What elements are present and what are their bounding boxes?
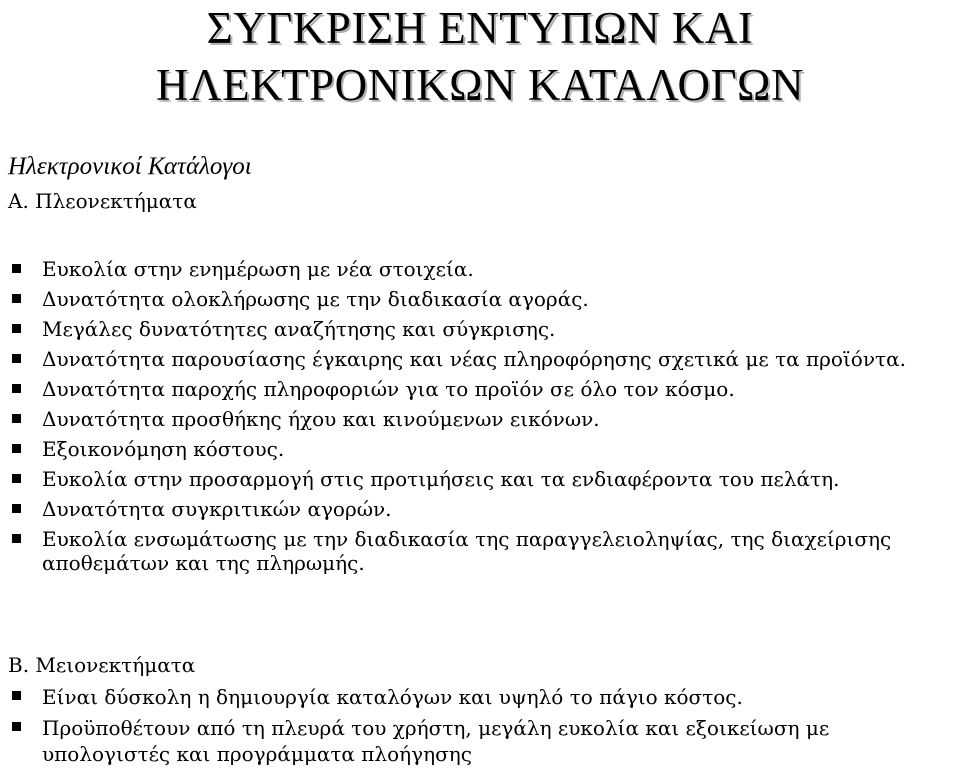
square-bullet-icon <box>12 691 21 700</box>
pros-list <box>0 257 940 581</box>
square-bullet-icon <box>12 444 21 453</box>
list-item: Εξοικονόμηση κόστους. <box>0 437 940 461</box>
page-title <box>0 0 960 114</box>
square-bullet-icon <box>12 504 21 513</box>
list-item: Δυνατότητα προσθήκης ήχου και κινούμενων εικόνων. <box>0 407 940 431</box>
pros-heading: Α. Πλεονεκτήματα <box>8 189 197 213</box>
title-line-2: ΗΛΕΚΤΡΟΝΙΚΩΝ ΚΑΤΑΛΟΓΩΝ <box>156 60 804 110</box>
square-bullet-icon <box>12 474 21 483</box>
square-bullet-icon <box>12 324 21 333</box>
square-bullet-icon <box>12 384 21 393</box>
list-item: Μεγάλες δυνατότητες αναζήτησης και σύγκρισης. <box>0 317 940 341</box>
section-subtitle: Ηλεκτρονικοί Κατάλογοι <box>8 153 252 180</box>
title-line-1: ΣΥΓΚΡΙΣΗ ΕΝΤΥΠΩΝ ΚΑΙ <box>206 3 754 53</box>
list-item: Δυνατότητα συγκριτικών αγορών. <box>0 497 940 521</box>
square-bullet-icon <box>12 414 21 423</box>
square-bullet-icon <box>12 264 21 273</box>
cons-list <box>0 684 940 772</box>
cons-heading: Β. Μειονεκτήματα <box>8 653 196 677</box>
list-item: Ευκολία στην προσαρμογή στις προτιμήσεις και τα ενδιαφέροντα του πελάτη. <box>0 467 940 491</box>
list-item: Είναι δύσκολη η δημιουργία καταλόγων και υψηλό το πάγιο κόστος. <box>0 684 940 710</box>
list-item: Ευκολία ενσωμάτωσης με την διαδικασία της παραγγελειοληψίας, της διαχείρισης αποθεμάτων και της πληρωμής. <box>0 527 940 575</box>
list-item: Προϋποθέτουν από τη πλευρά του χρήστη, μεγάλη ευκολία και εξοικείωση με υπολογιστές και προγράμματα πλοήγησης <box>0 715 940 767</box>
list-item: Ευκολία στην ενημέρωση με νέα στοιχεία. <box>0 257 940 281</box>
list-item: Δυνατότητα ολοκλήρωσης με την διαδικασία αγοράς. <box>0 287 940 311</box>
square-bullet-icon <box>12 722 21 731</box>
list-item: Δυνατότητα παροχής πληροφοριών για το προϊόν σε όλο τον κόσμο. <box>0 377 940 401</box>
square-bullet-icon <box>12 534 21 543</box>
list-item: Δυνατότητα παρουσίασης έγκαιρης και νέας πληροφόρησης σχετικά με τα προϊόντα. <box>0 347 940 371</box>
square-bullet-icon <box>12 354 21 363</box>
square-bullet-icon <box>12 294 21 303</box>
